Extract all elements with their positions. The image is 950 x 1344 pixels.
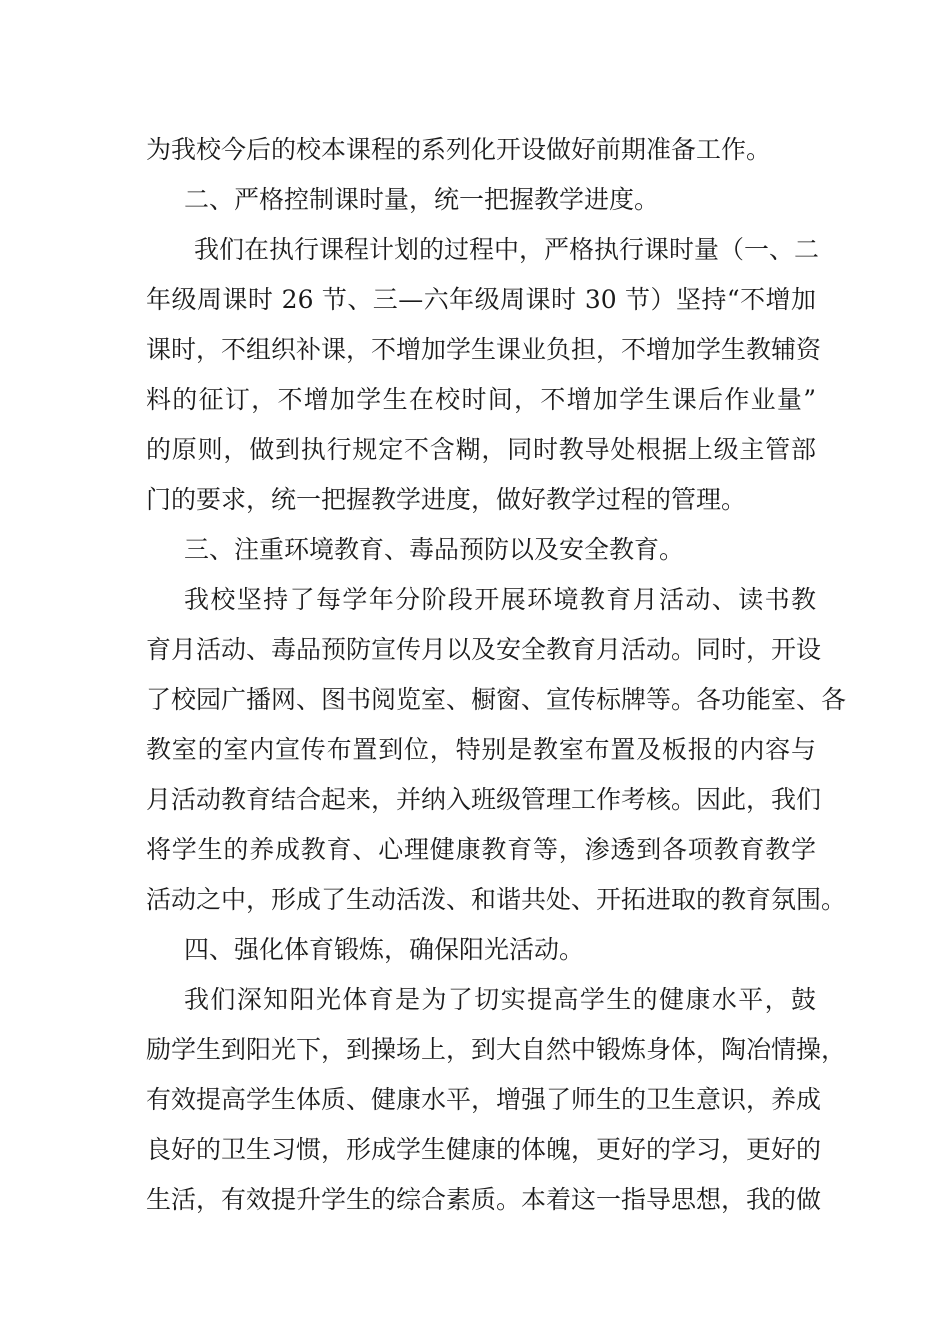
paragraph-line: 将学生的养成教育、心理健康教育等，渗透到各项教育教学 (146, 835, 816, 864)
paragraph-line: 教室的室内宣传布置到位，特别是教室布置及板报的内容与 (146, 735, 816, 764)
paragraph-line: 课时，不组织补课，不增加学生课业负担，不增加学生教辅资 (146, 335, 822, 364)
paragraph-line: 料的征订，不增加学生在校时间，不增加学生课后作业量” (146, 385, 816, 414)
paragraph-line: 了校园广播网、图书阅览室、橱窗、宣传标牌等。各功能室、各 (146, 685, 847, 714)
paragraph-line: 为我校今后的校本课程的系列化开设做好前期准备工作。 (146, 135, 772, 164)
paragraph-line: 活动之中，形成了生动活泼、和谐共处、开拓进取的教育氛围。 (146, 885, 847, 914)
section-heading: 四、强化体育锻炼，确保阳光活动。 (184, 935, 585, 964)
paragraph-line: 的原则，做到执行规定不含糊，同时教导处根据上级主管部 (146, 435, 816, 464)
paragraph-line: 我们在执行课程计划的过程中，严格执行课时量（一、二 (194, 235, 820, 264)
section-heading: 三、注重环境教育、毒品预防以及安全教育。 (184, 535, 685, 564)
paragraph-line: 励学生到阳光下，到操场上，到大自然中锻炼身体，陶冶情操， (146, 1035, 847, 1064)
paragraph-line: 年级周课时 26 节、三—六年级周课时 30 节）坚持“不增加 (146, 285, 816, 314)
paragraph-line: 生活，有效提升学生的综合素质。本着这一指导思想，我的做 (146, 1185, 822, 1214)
paragraph-line: 我们深知阳光体育是为了切实提高学生的健康水平，鼓 (184, 985, 816, 1014)
paragraph-line: 我校坚持了每学年分阶段开展环境教育月活动、读书教 (184, 585, 816, 614)
paragraph-line: 门的要求，统一把握教学进度，做好教学过程的管理。 (146, 485, 747, 514)
paragraph-line: 良好的卫生习惯，形成学生健康的体魄，更好的学习，更好的 (146, 1135, 822, 1164)
paragraph-line: 育月活动、毒品预防宣传月以及安全教育月活动。同时，开设 (146, 635, 822, 664)
section-heading: 二、严格控制课时量，统一把握教学进度。 (184, 185, 660, 214)
paragraph-line: 月活动教育结合起来，并纳入班级管理工作考核。因此，我们 (146, 785, 822, 814)
paragraph-line: 有效提高学生体质、健康水平，增强了师生的卫生意识，养成 (146, 1085, 822, 1114)
